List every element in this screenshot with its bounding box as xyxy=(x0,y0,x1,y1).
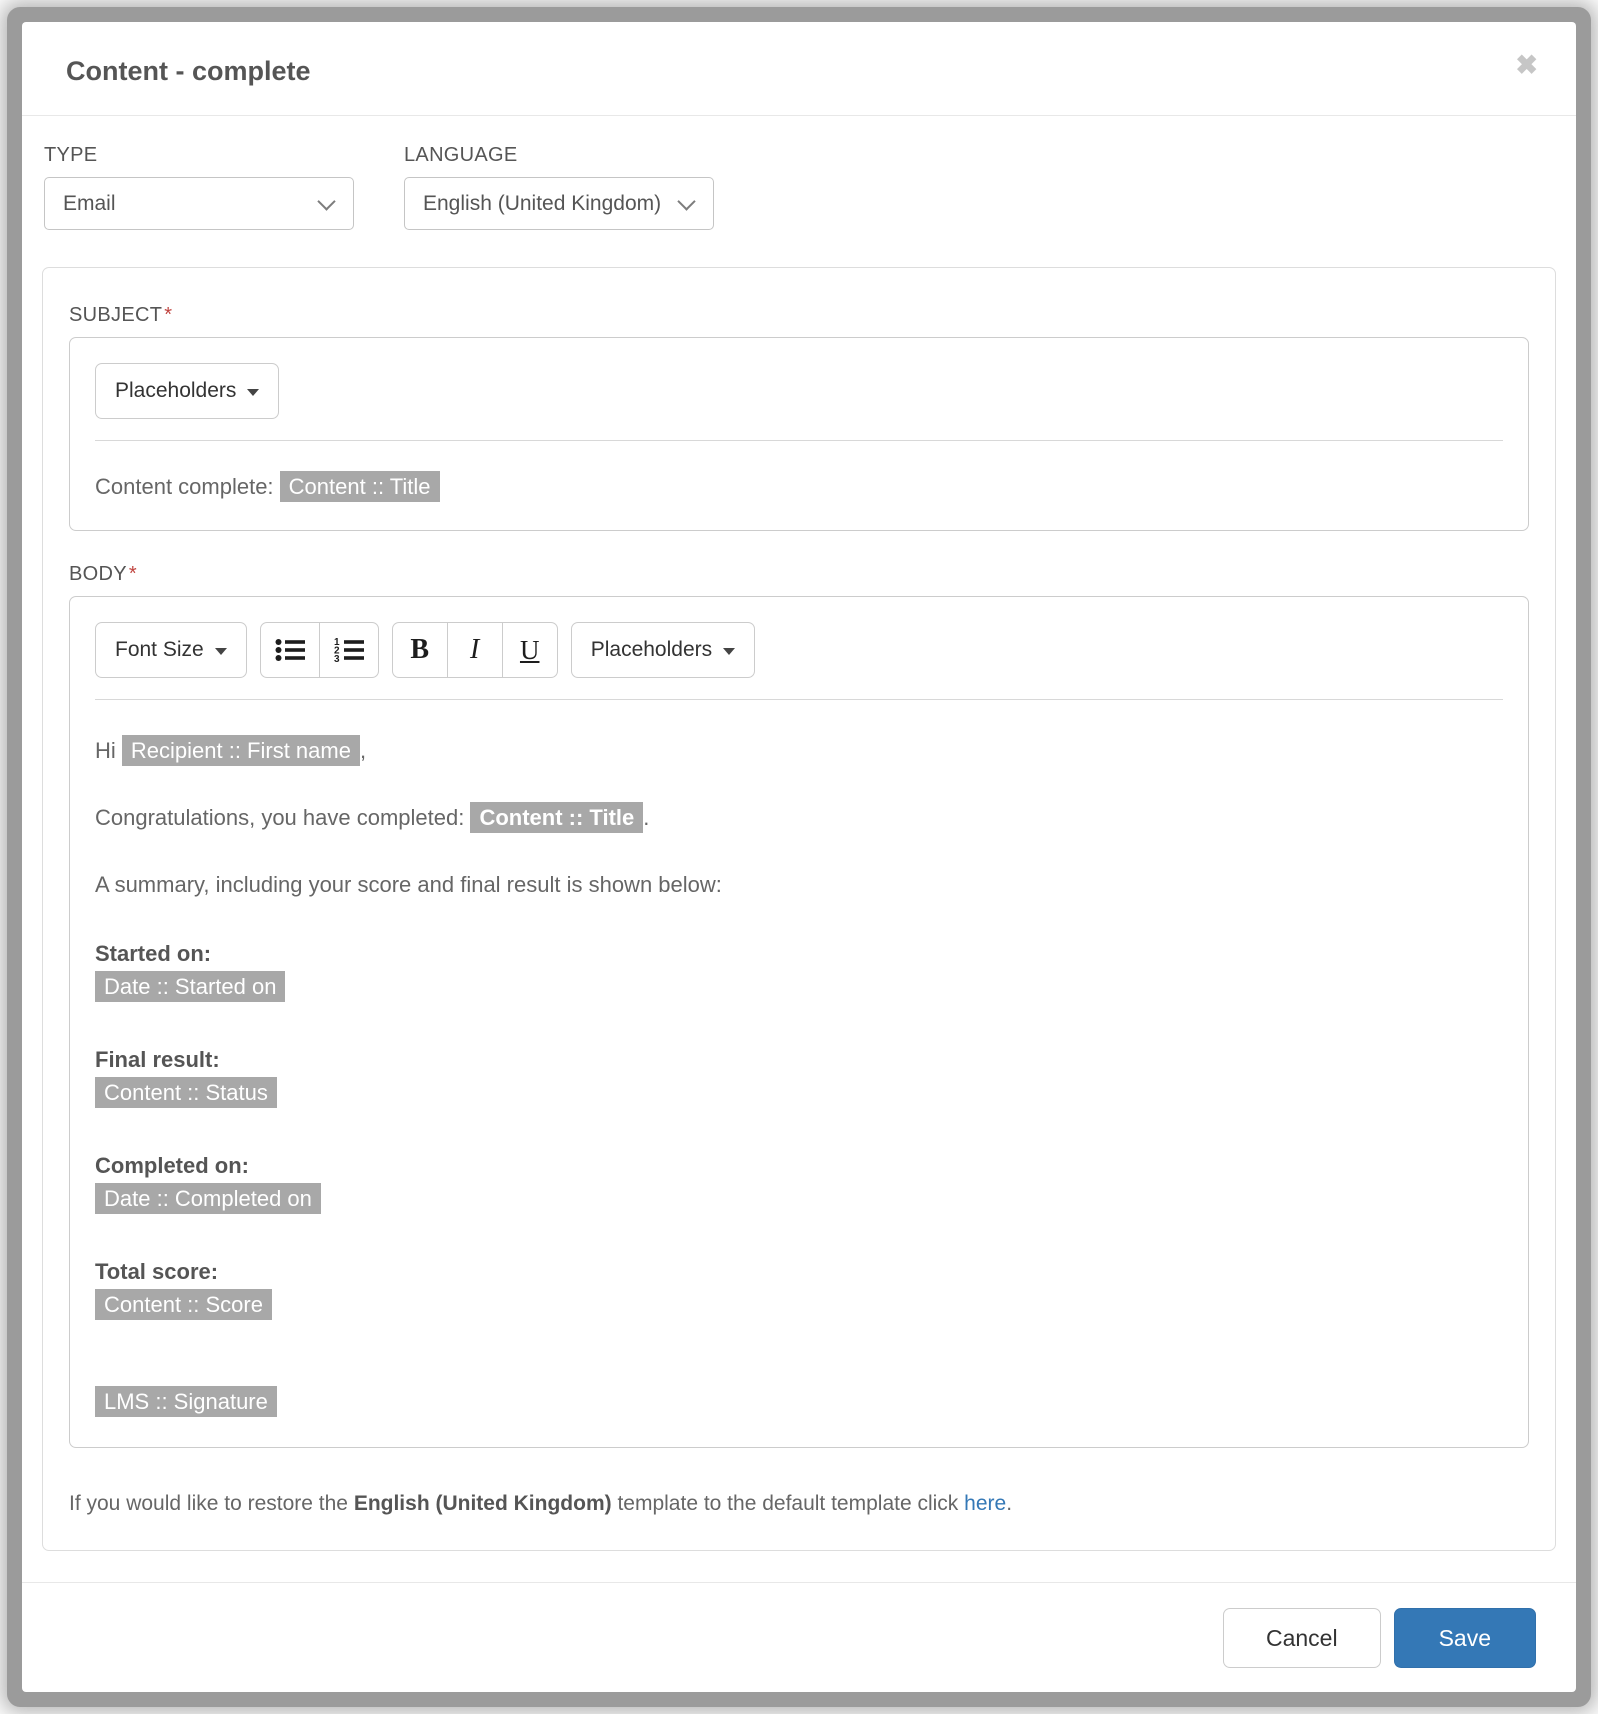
required-asterisk: * xyxy=(128,563,137,585)
caret-down-icon xyxy=(723,648,735,655)
restore-note-suffix: . xyxy=(1006,1492,1013,1515)
restore-note-prefix: If you would like to restore the xyxy=(69,1492,354,1515)
greeting-prefix: Hi xyxy=(95,738,122,763)
restore-note xyxy=(69,1492,1529,1516)
language-select-value: English (United Kingdom) xyxy=(423,191,662,215)
unordered-list-icon xyxy=(275,637,305,663)
started-on-chip-line xyxy=(95,970,1503,1003)
font-size-button-label: Font Size xyxy=(115,638,204,661)
placeholder-chip-recipient-first-name: Recipient :: First name xyxy=(122,735,360,766)
total-score-chip-line xyxy=(95,1288,1503,1321)
chevron-down-icon xyxy=(317,192,335,210)
body-content-text[interactable] xyxy=(95,736,1503,1417)
final-result-group xyxy=(95,1043,1503,1109)
bold-button[interactable] xyxy=(392,622,448,678)
body-label-text: BODY xyxy=(69,563,127,585)
cancel-button[interactable]: Cancel xyxy=(1223,1608,1381,1668)
unordered-list-button[interactable] xyxy=(260,622,320,678)
close-icon[interactable]: ✖ xyxy=(1515,50,1538,80)
ordered-list-icon xyxy=(334,637,364,663)
modal-header xyxy=(22,22,1576,116)
body-label xyxy=(69,563,1529,586)
svg-text:1: 1 xyxy=(333,637,340,648)
subject-editor[interactable] xyxy=(69,337,1529,531)
started-on-label: Started on: xyxy=(95,941,212,966)
subject-label xyxy=(69,304,1529,327)
placeholder-chip-content-title: Content :: Title xyxy=(280,471,440,502)
type-field-group xyxy=(44,144,354,230)
greeting-suffix: , xyxy=(359,738,367,763)
total-score-label: Total score: xyxy=(95,1259,219,1284)
body-placeholders-button-label: Placeholders xyxy=(590,638,713,661)
completed-on-chip-line xyxy=(95,1182,1503,1215)
body-placeholders-button[interactable] xyxy=(571,622,755,678)
chevron-down-icon xyxy=(677,192,695,210)
underline-icon: U xyxy=(519,634,540,665)
format-button-group xyxy=(392,622,558,678)
completed-on-group xyxy=(95,1149,1503,1215)
caret-down-icon xyxy=(247,389,259,396)
congratulations-line xyxy=(95,803,1503,833)
type-language-row xyxy=(42,144,1556,230)
bold-icon: B xyxy=(410,634,430,665)
type-select-value: Email xyxy=(63,191,116,215)
completed-on-label: Completed on: xyxy=(95,1153,249,1178)
final-result-label: Final result: xyxy=(95,1047,220,1072)
required-asterisk: * xyxy=(164,304,173,326)
modal-footer xyxy=(22,1582,1576,1692)
subject-label-text: SUBJECT xyxy=(69,304,163,326)
placeholder-chip-date-completed-on: Date :: Completed on xyxy=(95,1183,321,1214)
summary-line: A summary, including your score and final result is shown below: xyxy=(95,872,722,897)
ordered-list-button[interactable] xyxy=(319,622,379,678)
type-label: TYPE xyxy=(44,144,98,166)
subject-placeholders-button-label: Placeholders xyxy=(115,379,237,402)
italic-button[interactable] xyxy=(447,622,503,678)
font-size-button[interactable] xyxy=(95,622,247,678)
italic-icon: I xyxy=(470,634,480,665)
total-score-group xyxy=(95,1255,1503,1321)
restore-note-language: English (United Kingdom) xyxy=(353,1492,612,1515)
placeholder-chip-content-score: Content :: Score xyxy=(95,1289,272,1320)
restore-here-link[interactable]: here xyxy=(964,1492,1007,1515)
modal-body xyxy=(22,116,1576,1551)
svg-text:3: 3 xyxy=(333,654,340,663)
congrats-prefix: Congratulations, you have completed: xyxy=(95,805,471,830)
signature-line xyxy=(95,1387,1503,1417)
list-button-group xyxy=(260,622,379,678)
underline-button[interactable] xyxy=(502,622,558,678)
template-panel xyxy=(42,267,1556,1551)
language-label: LANGUAGE xyxy=(404,144,518,166)
started-on-group xyxy=(95,937,1503,1003)
placeholder-chip-date-started-on: Date :: Started on xyxy=(95,971,285,1002)
placeholder-chip-lms-signature: LMS :: Signature xyxy=(95,1386,277,1417)
type-select[interactable] xyxy=(44,177,354,230)
body-editor[interactable] xyxy=(69,596,1529,1448)
content-complete-modal xyxy=(22,22,1576,1692)
page-title: Content - complete xyxy=(66,56,311,86)
greeting-line xyxy=(95,736,1503,766)
restore-note-middle: template to the default template click xyxy=(611,1492,965,1515)
subject-text[interactable] xyxy=(95,474,1503,500)
placeholder-chip-content-title: Content :: Title xyxy=(470,802,643,833)
subject-toolbar-divider xyxy=(95,440,1503,441)
subject-text-prefix: Content complete: xyxy=(95,474,280,499)
caret-down-icon xyxy=(215,648,227,655)
svg-text:2: 2 xyxy=(333,645,340,657)
final-result-chip-line xyxy=(95,1076,1503,1109)
body-toolbar-divider xyxy=(95,699,1503,700)
subject-placeholders-button[interactable] xyxy=(95,363,279,419)
placeholder-chip-content-status: Content :: Status xyxy=(95,1077,277,1108)
congrats-suffix: . xyxy=(643,805,650,830)
save-button[interactable]: Save xyxy=(1394,1608,1536,1668)
language-field-group xyxy=(404,144,714,230)
body-toolbar xyxy=(95,622,1503,678)
language-select[interactable] xyxy=(404,177,714,230)
